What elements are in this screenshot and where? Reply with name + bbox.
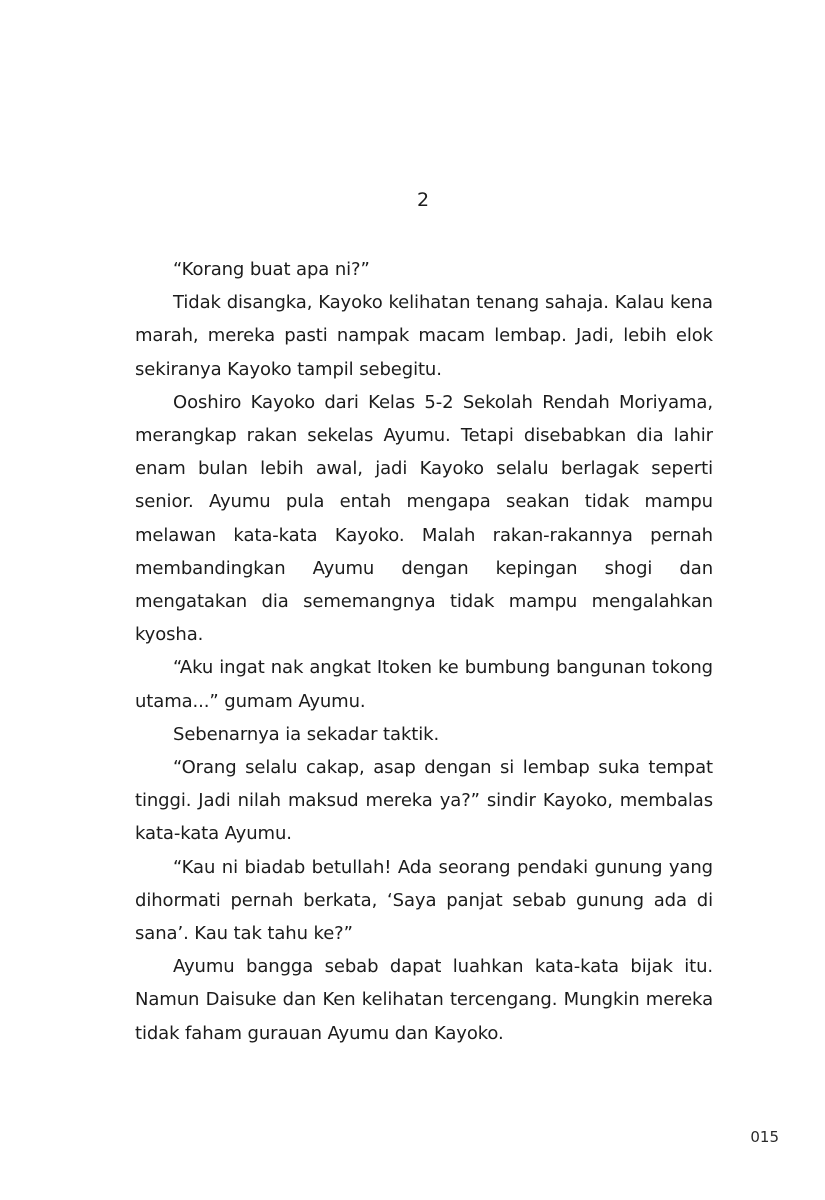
paragraph: “Aku ingat nak angkat Itoken ke bumbung bangunan tokong utama...” gumam Ayumu. bbox=[135, 657, 713, 712]
paragraph: Ooshiro Kayoko dari Kelas 5-2 Sekolah Rendah Moriyama, merangkap rakan sekelas Ayumu. Tetapi disebabkan dia lahir enam bulan lebih awal, jadi Kayoko selalu berlagak seperti senior. Ayumu pula entah mengapa seakan tidak mampu melawan kata-kata Kayoko. Malah rakan-rakannya pernah membandingkan Ayumu dengan kepingan shogi dan mengatakan dia sememangnya tidak mampu mengalahkan kyosha. bbox=[135, 391, 713, 646]
paragraph: Tidak disangka, Kayoko kelihatan tenang sahaja. Kalau kena marah, mereka pasti nampak macam lembap. Jadi, lebih elok sekiranya Kayoko tampil sebegitu. bbox=[135, 292, 713, 380]
paragraph: Ayumu bangga sebab dapat luahkan kata-kata bijak itu. Namun Daisuke dan Ken kelihatan tercengang. Mungkin mereka tidak faham gurauan Ayumu dan Kayoko. bbox=[135, 956, 713, 1044]
body-text bbox=[135, 253, 713, 1050]
paragraph: Sebenarnya ia sekadar taktik. bbox=[173, 723, 440, 745]
paragraph: “Kau ni biadab betullah! Ada seorang pendaki gunung yang dihormati pernah berkata, ‘Saya panjat sebab gunung ada di sana’. Kau tak tahu ke?” bbox=[135, 856, 713, 945]
page-number: 015 bbox=[750, 1128, 779, 1146]
paragraph: “Orang selalu cakap, asap dengan si lembap suka tempat tinggi. Jadi nilah maksud mereka ya?” sindir Kayoko, membalas kata-kata Ayumu. bbox=[135, 757, 713, 845]
paragraph: “Korang buat apa ni?” bbox=[173, 259, 370, 280]
chapter-number: 2 bbox=[416, 189, 430, 211]
